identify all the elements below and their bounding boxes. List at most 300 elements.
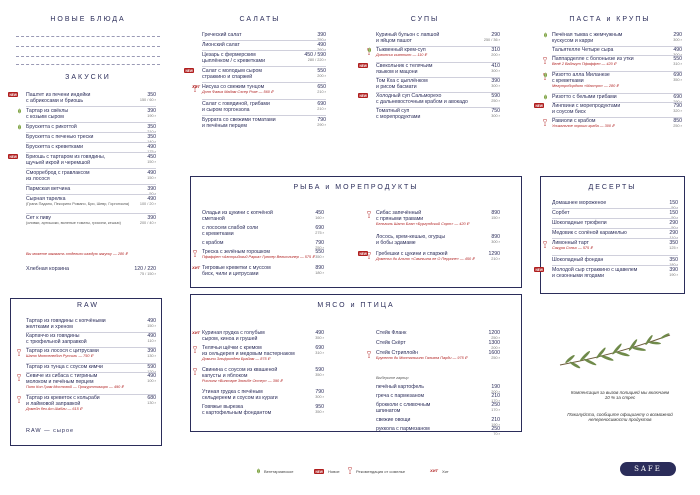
menu-item-price: 210	[491, 393, 500, 399]
menu-item-name: Сет к пиву	[26, 215, 51, 221]
new-dishes-title: НОВЫЕ БЛЮДА	[50, 16, 126, 23]
divider	[16, 64, 160, 65]
menu-item-weight: 250 г	[317, 38, 326, 42]
menu-item-name: Сибас запечённый	[376, 210, 422, 216]
menu-item-weight: 290 г	[673, 100, 682, 104]
menu-item-name: греча с пармезаном	[376, 393, 425, 399]
menu-item-weight: 150 г	[491, 216, 500, 220]
menu-item-price: 690	[673, 94, 682, 100]
menu-item-name: Оладьи из цукини с копчёной	[202, 210, 273, 216]
menu-item-weight: 180 г	[315, 271, 324, 275]
hit-badge: ХИТ	[192, 330, 200, 335]
new-badge: NEW	[9, 92, 17, 97]
menu-item-price: 490	[315, 330, 324, 336]
menu-item-name-line2: языком и мацони	[376, 69, 418, 75]
menu-item-name: Тартар из креветок с кольраби	[26, 395, 100, 401]
menu-item-price: 390	[317, 32, 326, 38]
veg-leaf-icon	[256, 468, 261, 474]
menu-item-price: 690	[317, 101, 326, 107]
new-badge: NEW	[535, 267, 543, 272]
menu-item-weight: 320 г	[673, 109, 682, 113]
menu-item-name: Паштет из печени индейки	[26, 92, 91, 98]
menu-item-name: Нисуаз со свежим тунцом	[202, 84, 265, 90]
item-separator	[552, 265, 678, 266]
legend-new-label: Новое	[328, 469, 340, 474]
wine-glass-icon	[543, 57, 547, 64]
menu-item-weight: 250 г	[315, 246, 324, 250]
wine-glass-icon	[348, 467, 352, 474]
menu-item-weight: 250 г	[491, 99, 500, 103]
menu-item-name: Севиче из сибаса с тигриным	[26, 373, 98, 379]
menu-item-name-line2: капусты и яблоком	[202, 373, 248, 379]
menu-item-name: Брускетта с печенью трески	[26, 134, 94, 140]
menu-item-price: 590	[491, 93, 500, 99]
menu-item-name: Свинина с соусом из квашеной	[202, 367, 278, 373]
menu-item-price: 490	[147, 170, 156, 176]
menu-item-price: 450	[315, 210, 324, 216]
menu-item-name-line2: и сезонными ягодами	[552, 273, 605, 279]
divider	[16, 46, 160, 47]
item-separator	[26, 152, 156, 153]
menu-item-weight: 100 / 20 г	[139, 202, 156, 206]
item-separator	[552, 208, 678, 209]
menu-item-name: Сморреброд с гравлаксом	[26, 170, 90, 176]
menu-item-name: Томатный суп	[376, 108, 410, 114]
menu-item-name: Треска с зелёным горошком	[202, 249, 270, 255]
menu-item-weight: 350 г	[315, 255, 324, 259]
menu-item-weight: 50 г	[671, 226, 678, 230]
menu-item-weight: 70 г	[493, 432, 500, 436]
menu-item-price: 590	[147, 364, 156, 370]
menu-item-name: Брускетта с креветками	[26, 144, 84, 150]
zakuski-title: ЗАКУСКИ	[65, 74, 111, 81]
bread-weight: 75 / 150 г	[139, 272, 156, 276]
sommelier-note: Мегутробордоло «Мастро» — 280 ₽	[552, 84, 619, 88]
menu-item-price: 390	[147, 348, 156, 354]
menu-item-name-line2: с картофельным фондантом	[202, 410, 272, 416]
new-badge: NEW	[359, 63, 367, 68]
zakuski-wine-note: Вы можете заказать отдельно каждую закуску — 280 ₽	[26, 252, 128, 256]
menu-item-price: 650	[317, 84, 326, 90]
menu-item-weight: 250 г	[491, 356, 500, 360]
menu-item-name-line2: из лосося	[26, 176, 50, 182]
new-badge: NEW	[359, 93, 367, 98]
menu-item-price: 890	[315, 265, 324, 271]
sommelier-note: Шато Монтелюбон Руссиль — 750 ₽	[26, 354, 93, 358]
menu-item-name: с лососем слабой соли	[202, 225, 259, 231]
wine-glass-icon	[17, 374, 21, 381]
menu-item-price: 1300	[488, 340, 500, 346]
menu-item-name-line2: с пряными травами	[376, 216, 424, 222]
legend-wine-label: Рекомендация от сомелье	[356, 469, 406, 474]
menu-item-price: 790	[673, 103, 682, 109]
menu-item-weight: 125 г	[669, 246, 678, 250]
raw-footer: RAW — сырое	[26, 428, 75, 434]
menu-item-price: 750	[491, 108, 500, 114]
menu-item-composition: (Грана Падано, Пекорино Романо, Бри, Шевр, Горгонзола)	[26, 202, 130, 206]
bread-name: Хлебная корзина	[26, 266, 69, 272]
wine-glass-icon	[543, 241, 547, 248]
wine-glass-icon	[193, 346, 197, 353]
desserts-title: ДЕСЕРТЫ	[588, 184, 637, 191]
veg-leaf-icon	[17, 108, 22, 114]
item-separator	[26, 184, 156, 185]
hit-badge: ХИТ	[192, 84, 200, 89]
menu-item-weight: 210 г	[491, 257, 500, 261]
item-separator	[202, 82, 326, 83]
menu-item-name-line2: с трюфельной заправкой	[26, 339, 87, 345]
menu-item-weight: 310 г	[673, 62, 682, 66]
menu-item-name-line2: щучьей икрой и черемшой	[26, 160, 91, 166]
wine-glass-icon	[193, 250, 197, 257]
sommelier-note: Рислинг «Винсовре Зюльбе Остер» — 390 ₽	[202, 379, 283, 383]
menu-item-weight: 210 г	[147, 130, 156, 134]
menu-item-weight: 150 г	[147, 324, 156, 328]
menu-item-weight: 210 г	[317, 107, 326, 111]
sommelier-note: Дивинсьо кьянтино — 110 ₽	[376, 53, 427, 57]
wine-glass-icon	[193, 368, 197, 375]
legend-veg-label: Вегетарианское	[264, 469, 294, 474]
menu-item-name: Тальятелле Четыре сыра	[552, 47, 614, 53]
menu-item-name: Цезарь с фермерским	[202, 52, 256, 58]
menu-item-price: 210	[491, 417, 500, 423]
item-separator	[552, 238, 678, 239]
menu-item-weight: 280 / 220 г	[307, 58, 326, 62]
menu-item-weight: 200 / 40 г	[139, 221, 156, 225]
menu-item-price: 390	[147, 108, 156, 114]
menu-item-name-line2: сметаной	[202, 216, 225, 222]
hit-badge: ХИТ	[192, 265, 200, 270]
menu-item-name: Паппарделле с болоньезе из утки	[552, 56, 634, 62]
bread-price: 120 / 220	[134, 266, 156, 272]
menu-item-price: 1600	[488, 350, 500, 356]
sommelier-note: Домейн без Ат Шабли — 615 ₽	[26, 407, 83, 411]
menu-item-price: 290	[669, 230, 678, 236]
menu-item-name: Салат с говядиной, грибами	[202, 101, 270, 107]
menu-item-weight: 50 г	[671, 216, 678, 220]
menu-item-name: Домашнее мороженое	[552, 200, 607, 206]
menu-item-name-line2: сельдереем и соусом из кураги	[202, 395, 278, 401]
sommelier-note: Бельвиль Шато Блан «Бургундский Сорт» — 420 ₽	[376, 222, 470, 226]
menu-item-weight: 140 г	[147, 140, 156, 144]
menu-item-price: 250	[491, 402, 500, 408]
menu-item-weight: 200 г	[491, 390, 500, 394]
sommelier-note: Уникальное хорошо краба — 300 ₽	[552, 124, 615, 128]
veg-leaf-icon	[543, 94, 548, 100]
menu-item-name-line2: и лаймовой заправкой	[26, 401, 81, 407]
menu-item-name: Ризотто с белыми грибами	[552, 94, 617, 100]
menu-item-price: 1200	[488, 330, 500, 336]
menu-item-name-line2: кускусом и карри	[552, 38, 594, 44]
sommelier-note: Донн Фавья Мадам Сэсер Розе — 560 ₽	[202, 90, 274, 94]
item-separator	[26, 132, 156, 133]
menu-item-weight: 250 г	[491, 336, 500, 340]
sommelier-note: Домини Эльфриндем Брайам — 875 ₽	[202, 357, 271, 361]
menu-item-weight: 130 г	[147, 354, 156, 358]
menu-item-name: с крабом	[202, 240, 224, 246]
menu-item-name: Телячьи щёчки с кремом	[202, 345, 262, 351]
menu-item-name: Гребешки с цукини и спаржей	[376, 251, 448, 257]
menu-item-price: 190	[491, 384, 500, 390]
salads-title: САЛАТЫ	[239, 16, 281, 23]
sommelier-note: Сакура Соньо — 575 ₽	[552, 246, 593, 250]
menu-item-name-line2: биск, чили и цитрусами	[202, 271, 259, 277]
legend-hit-label: Хит	[442, 469, 449, 474]
legend-new-badge: NEW	[315, 469, 323, 474]
item-separator	[26, 122, 156, 123]
legend-hit-badge: ХИТ	[430, 468, 438, 473]
menu-item-weight: 350 г	[673, 78, 682, 82]
veg-leaf-icon	[543, 72, 548, 78]
menu-item-name: печёный картофель	[376, 384, 424, 390]
menu-item-weight: 290 г	[317, 123, 326, 127]
menu-item-weight: 170 г	[491, 408, 500, 412]
menu-item-weight: 100 г	[147, 379, 156, 383]
new-badge: NEW	[359, 251, 367, 256]
menu-item-weight: 275 г	[315, 231, 324, 235]
menu-item-price: 1290	[488, 251, 500, 257]
menu-item-weight: 350 г	[315, 373, 324, 377]
menu-item-name: Холодный суп Сальморехо	[376, 93, 442, 99]
menu-item-price: 490	[147, 318, 156, 324]
menu-item-name-line2: с козьим сыром	[26, 114, 64, 120]
menu-item-name: Молодой сыр страккино с щавелем	[552, 267, 638, 273]
menu-item-price: 680	[147, 395, 156, 401]
menu-item-weight: 300 г	[491, 69, 500, 73]
menu-item-weight: 350 г	[315, 410, 324, 414]
menu-item-name: Пармская ветчина	[26, 186, 71, 192]
menu-item-weight: 180 г	[669, 263, 678, 267]
menu-item-weight: 175 г	[147, 150, 156, 154]
menu-item-name: Говяжье вырезка	[202, 404, 244, 410]
menu-item-weight: 200 г	[491, 346, 500, 350]
menu-item-name: Тартар из говядины с копчёными	[26, 318, 106, 324]
menu-item-price: 690	[315, 345, 324, 351]
menu-item-name: Том Кха с цыплёнком	[376, 78, 428, 84]
menu-item-name: Лионский салат	[202, 42, 240, 48]
menu-item-name: Карпаччо из говядины	[26, 333, 80, 339]
menu-item-name-line2: с креветками	[552, 78, 584, 84]
menu-item-name: Медовик с солёной карамелью	[552, 230, 627, 236]
item-separator	[202, 115, 326, 116]
menu-item-price: 350	[147, 92, 156, 98]
fish-title: РЫБА и МОРЕПРОДУКТЫ	[293, 184, 419, 191]
menu-item-price: 550	[673, 56, 682, 62]
menu-item-name: Куриная грудка с голубым	[202, 330, 265, 336]
menu-item-name-line2: цыплёнком / с креветками	[202, 58, 265, 64]
menu-item-price: 550	[317, 68, 326, 74]
menu-item-price: 950	[315, 404, 324, 410]
menu-item-name: Шоколадные трюфели	[552, 220, 607, 226]
sommelier-note: Пино Кон Грам Мостовой — Прокурттимиро — 490 ₽	[26, 385, 124, 389]
menu-item-price: 150	[669, 210, 678, 216]
raw-title: RAW	[18, 302, 158, 309]
menu-item-name: свежие овощи	[376, 417, 411, 423]
menu-item-name: Лосось, крем-кешью, огурцы	[376, 234, 446, 240]
menu-item-name: Шоколадный фондан	[552, 257, 604, 263]
menu-item-name: Лингвини с морепродуктами	[552, 103, 621, 109]
menu-item-price: 350	[147, 134, 156, 140]
menu-item-name: Тыквенный крем-суп	[376, 47, 426, 53]
item-separator	[552, 218, 678, 219]
menu-item-weight: 130 г	[147, 401, 156, 405]
menu-item-price: 390	[669, 267, 678, 273]
menu-item-name-line2: молоком и печёным перцем	[26, 379, 94, 385]
menu-item-name: Печёная тыква с жемчужным	[552, 32, 623, 38]
service-note: Компенсация за вызов полицией мы включаем 10 % за стрес	[570, 390, 670, 400]
menu-item-name: Куриный бульон с лапшой	[376, 32, 440, 38]
new-badge: NEW	[535, 103, 543, 108]
menu-item-price: 490	[673, 47, 682, 53]
menu-item-name: Сырная тарелка	[26, 196, 66, 202]
menu-item-name-line2: и яйцом пашот	[376, 38, 412, 44]
menu-item-weight: 200 г	[491, 53, 500, 57]
item-separator	[26, 194, 156, 195]
allergy-note: Пожалуйста, сообщите официанту о возможной непереносимости продуктов	[567, 412, 673, 422]
wine-glass-icon	[367, 211, 371, 218]
menu-item-price: 790	[315, 389, 324, 395]
menu-item-name: Греческий салат	[202, 32, 242, 38]
menu-item-weight: 110 г	[669, 236, 678, 240]
menu-item-weight: 120 г	[147, 370, 156, 374]
menu-item-weight: 150 г	[147, 176, 156, 180]
menu-item-name: Стейк Скёрт	[376, 340, 406, 346]
sommelier-note: Велё 2 Вайнгут Пфаффен — 420 ₽	[552, 62, 617, 66]
menu-item-name-line2: и рисом басмати	[376, 84, 417, 90]
menu-item-price: 850	[673, 118, 682, 124]
menu-item-weight: 110 г	[147, 339, 156, 343]
menu-item-price: 250	[491, 426, 500, 432]
menu-item-weight: 160 г	[315, 216, 324, 220]
sommelier-note: Доменьо ди Альто «Сампьина ле О Перроне» — 450 ₽	[376, 257, 475, 261]
menu-item-name: Свекольник с телячьим	[376, 63, 433, 69]
menu-item-name: брокколи с сливочным	[376, 402, 431, 408]
menu-item-weight: 50 г	[671, 206, 678, 210]
menu-item-weight: 170 г	[491, 399, 500, 403]
menu-item-price: 290	[673, 32, 682, 38]
menu-item-price: 350	[669, 240, 678, 246]
sommelier-note: Пфаффен «Австрийский Рарка» Грюнер Вельтлинер — 575 ₽	[202, 255, 315, 259]
menu-item-name-line2: и соусом биск	[552, 109, 586, 115]
new-badge: NEW	[9, 154, 17, 159]
safe-logo	[620, 462, 676, 476]
menu-item-weight: 190 г	[669, 273, 678, 277]
sides-title: Выберите гарнир	[376, 376, 409, 380]
menu-item-name-line2: сыром, киноа и грушей	[202, 336, 258, 342]
veg-leaf-icon	[367, 47, 372, 53]
logo-text: SAFE	[634, 465, 662, 473]
menu-item-weight: 310 г	[315, 351, 324, 355]
item-separator	[202, 66, 326, 67]
new-badge: NEW	[185, 68, 193, 73]
veg-leaf-icon	[17, 124, 22, 130]
menu-item-weight: 300 г	[491, 114, 500, 118]
item-separator	[552, 255, 678, 256]
menu-item-price: 890	[491, 234, 500, 240]
menu-item-price: 790	[315, 240, 324, 246]
item-separator	[202, 99, 326, 100]
menu-item-price: 490	[147, 373, 156, 379]
rosemary-illustration	[555, 325, 675, 375]
menu-item-price: 150	[669, 200, 678, 206]
item-separator	[202, 50, 326, 51]
divider	[16, 56, 160, 57]
wine-glass-icon	[17, 396, 21, 403]
sommelier-note: Брунелло ди Монтальчино Гальяна Парди — 975 ₽	[376, 356, 468, 360]
menu-item-price: 890	[491, 210, 500, 216]
menu-item-weight: 300 г	[673, 53, 682, 57]
item-separator	[552, 228, 678, 229]
wine-glass-icon	[17, 349, 21, 356]
menu-item-weight: 250 г	[673, 124, 682, 128]
menu-item-weight: 260 г	[317, 48, 326, 52]
veg-leaf-icon	[543, 32, 548, 38]
menu-item-name-line2: с абрикосами и бриошь	[26, 98, 84, 104]
menu-item-weight: 250 / 36 г	[483, 38, 500, 42]
menu-item-name: Ризотто алла Миланезе	[552, 72, 610, 78]
menu-item-name: Сорбет	[552, 210, 570, 216]
menu-item-name-line2: с дальневосточным крабом и авокадо	[376, 99, 468, 105]
menu-item-name: Стейк Стриплойн	[376, 350, 419, 356]
menu-item-name-line2: и бобы эдамаме	[376, 240, 416, 246]
menu-item-price: 450	[147, 154, 156, 160]
menu-item-price: 690	[673, 72, 682, 78]
menu-item-weight: 300 г	[491, 240, 500, 244]
menu-item-name: Лимонный тарт	[552, 240, 589, 246]
menu-item-weight: 210 г	[317, 90, 326, 94]
menu-item-price: 350	[669, 257, 678, 263]
menu-item-weight: 190 г	[491, 423, 500, 427]
soups-title: СУПЫ	[410, 16, 440, 23]
menu-item-price: 490	[317, 42, 326, 48]
menu-item-name-line2: и печёным перцем	[202, 123, 247, 129]
menu-item-price: 290	[491, 32, 500, 38]
menu-item-price: 390	[147, 215, 156, 221]
menu-item-name: Тартар из лосося с цитрусами	[26, 348, 99, 354]
menu-item-weight: 190 г	[147, 114, 156, 118]
item-separator	[26, 168, 156, 169]
menu-item-price: 790	[317, 117, 326, 123]
menu-item-name: Тартар из тунца с соусом кимчи	[26, 364, 103, 370]
menu-item-weight: 200 г	[317, 74, 326, 78]
menu-item-name-line2: с креветками	[202, 231, 234, 237]
menu-item-name: руккола с пармезаном	[376, 426, 430, 432]
menu-item-name: Стейк Фланк	[376, 330, 407, 336]
menu-item-price: 490	[147, 196, 156, 202]
menu-item-weight: 150 / 60 г	[139, 98, 156, 102]
menu-item-composition: (оливки, артишоки, вяленые томаты, грисини, кешью)	[26, 221, 121, 225]
menu-item-price: 550	[315, 249, 324, 255]
menu-item-price: 310	[491, 47, 500, 53]
menu-item-price: 410	[491, 63, 500, 69]
menu-item-price: 390	[491, 78, 500, 84]
menu-item-name-line2: страккино и спаржей	[202, 74, 253, 80]
wine-glass-icon	[367, 351, 371, 358]
menu-item-weight: 150 г	[147, 160, 156, 164]
menu-item-name: Утиная грудка с печёным	[202, 389, 263, 395]
menu-item-price: 450 / 590	[304, 52, 326, 58]
menu-item-price: 690	[315, 225, 324, 231]
menu-item-price: 350	[147, 124, 156, 130]
menu-item-name-line2: и сыром горгонзола	[202, 107, 250, 113]
item-separator	[202, 40, 326, 41]
wine-glass-icon	[543, 119, 547, 126]
menu-item-name: Равиоли с крабом	[552, 118, 596, 124]
pasta-title: ПАСТА и КРУПЫ	[569, 16, 651, 23]
menu-item-price: 290	[669, 220, 678, 226]
item-separator	[26, 106, 156, 107]
menu-item-name: Бриошь с тартаром из говядины,	[26, 154, 106, 160]
